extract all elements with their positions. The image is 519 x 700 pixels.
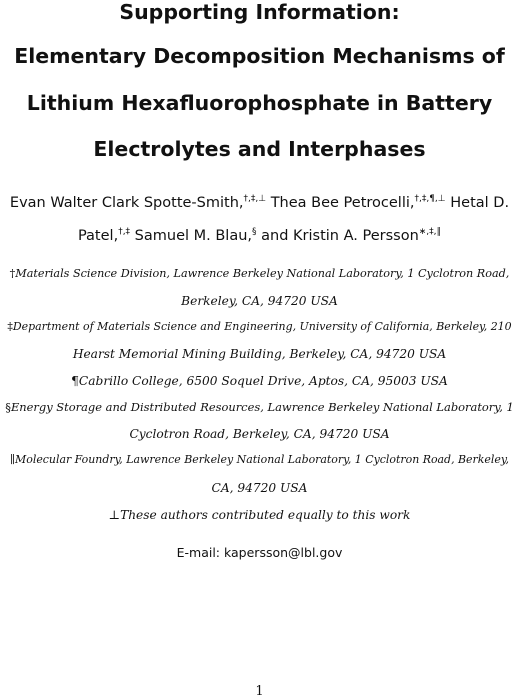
author-name: Samuel M. Blau, <box>134 228 253 244</box>
author-name: Patel, <box>77 228 119 244</box>
affiliation-text: Department of Materials Science and Engineering, University of California, Berkeley, 210 <box>12 320 512 333</box>
title-line-2: Elementary Decomposition Mechanisms of <box>14 44 505 68</box>
affiliation-line <box>0 455 519 466</box>
author-name: Thea Bee Petrocelli, <box>270 195 415 211</box>
affiliation-line <box>0 268 519 279</box>
page-number: 1 <box>255 684 264 699</box>
affiliation-line: Berkeley, CA, 94720 USA <box>181 294 338 308</box>
affiliation-text: Energy Storage and Distributed Resources, Lawrence Berkeley National Laboratory, 1 <box>10 400 514 414</box>
affiliation-mark: † <box>9 267 16 280</box>
affiliation-line <box>0 509 519 521</box>
affiliation-text: These authors contributed equally to this work <box>120 508 411 522</box>
title-line-1: Supporting Information: <box>119 0 400 24</box>
email-label: E-mail: <box>176 545 221 560</box>
title-line-4: Electrolytes and Interphases <box>93 137 426 161</box>
affiliation-line <box>0 322 519 333</box>
affiliation-mark: § <box>5 400 11 414</box>
author-affiliation-marks: †,‡,⊥ <box>243 194 267 204</box>
affiliation-mark: ¶ <box>71 374 79 388</box>
affiliation-line: CA, 94720 USA <box>211 481 308 495</box>
affiliation-text: Materials Science Division, Lawrence Berkeley National Laboratory, 1 Cyclotron Road, <box>15 267 510 280</box>
author-conjunction: and <box>261 228 289 244</box>
affiliation-mark: ‡ <box>7 320 13 333</box>
affiliation-text: Cabrillo College, 6500 Soquel Drive, Aptos, CA, 95003 USA <box>78 374 448 388</box>
author-affiliation-marks: § <box>252 227 257 237</box>
author-name: Evan Walter Clark Spotte-Smith, <box>9 195 244 211</box>
affiliation-mark: ⊥ <box>108 508 121 522</box>
affiliation-mark: ∥ <box>9 453 16 466</box>
affiliation-line: Cyclotron Road, Berkeley, CA, 94720 USA <box>129 427 390 441</box>
affiliation-text: Molecular Foundry, Lawrence Berkeley National Laboratory, 1 Cyclotron Road, Berkeley, <box>15 453 510 466</box>
author-affiliation-marks: ∗,‡,∥ <box>418 227 442 237</box>
title-line-3: Lithium Hexafluorophosphate in Battery <box>26 91 493 115</box>
author-affiliation-marks: †,‡ <box>118 227 131 237</box>
email-address: kapersson@lbl.gov <box>224 545 343 560</box>
author-line-2 <box>0 229 519 244</box>
affiliation-line <box>0 402 519 413</box>
author-name: Hetal D. <box>450 195 510 211</box>
author-line-1 <box>0 196 519 211</box>
contact-email <box>0 547 519 560</box>
author-name: Kristin A. Persson <box>293 228 419 244</box>
author-affiliation-marks: †,‡,¶,⊥ <box>414 194 446 204</box>
affiliation-line <box>0 375 519 387</box>
affiliation-line: Hearst Memorial Mining Building, Berkeley, CA, 94720 USA <box>72 347 447 361</box>
